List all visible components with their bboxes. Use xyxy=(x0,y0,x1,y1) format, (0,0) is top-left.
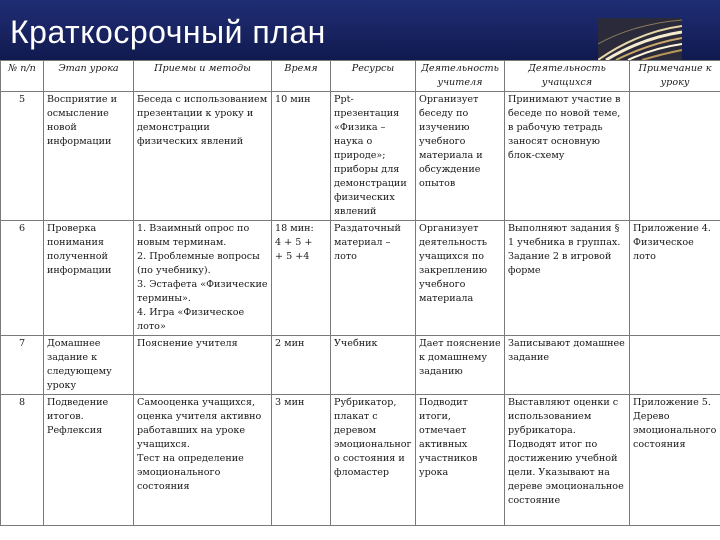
header-time: Время xyxy=(272,61,331,92)
lesson-plan-table xyxy=(0,60,720,526)
cell-student-activity: Выставляют оценки с использованием рубрикатора. Подводят итог по достижению учебной цели. Указывают на дереве эмоциональное состояние xyxy=(505,395,630,526)
decorative-rays-icon xyxy=(598,18,682,60)
cell-resources: Учебник xyxy=(331,336,416,395)
cell-teacher-activity: Организует беседу по изучению учебного материала и обсуждение опытов xyxy=(416,92,505,221)
cell-notes: Приложение 5. Дерево эмоционального состояния xyxy=(630,395,720,526)
header-notes: Примечание к уроку xyxy=(630,61,720,92)
cell-time: 10 мин xyxy=(272,92,331,221)
cell-resources: Ppt-презентация «Физика – наука о природе»; приборы для демонстрации физических явлений xyxy=(331,92,416,221)
cell-stage: Подведение итогов. Рефлексия xyxy=(44,395,134,526)
cell-teacher-activity: Подводит итоги, отмечает активных участников урока xyxy=(416,395,505,526)
cell-methods: Беседа с использованием презентации к уроку и демонстрации физических явлений xyxy=(134,92,272,221)
cell-time: 18 мин: 4 + 5 + + 5 +4 xyxy=(272,221,331,336)
header-student-activity: Деятельность учащихся xyxy=(505,61,630,92)
cell-methods: 1. Взаимный опрос по новым терминам. 2. Проблемные вопросы (по учебнику). 3. Эстафета «Физические термины». 4. Игра «Физическое лото» xyxy=(134,221,272,336)
header-teacher-activity: Деятельность учителя xyxy=(416,61,505,92)
cell-number: 5 xyxy=(1,92,44,221)
header-methods: Приемы и методы xyxy=(134,61,272,92)
cell-time: 3 мин xyxy=(272,395,331,526)
cell-number: 7 xyxy=(1,336,44,395)
table-row xyxy=(1,395,720,526)
cell-resources: Рубрикатор, плакат с деревом эмоционального состояния и фломастер xyxy=(331,395,416,526)
cell-student-activity: Выполняют задания § 1 учебника в группах. Задание 2 в игровой форме xyxy=(505,221,630,336)
cell-stage: Домашнее задание к следующему уроку xyxy=(44,336,134,395)
cell-number: 8 xyxy=(1,395,44,526)
cell-teacher-activity: Организует деятельность учащихся по закреплению учебного материала xyxy=(416,221,505,336)
header-number: № п/п xyxy=(1,61,44,92)
cell-student-activity: Принимают участие в беседе по новой теме, в рабочую тетрадь заносят основную блок-схему xyxy=(505,92,630,221)
cell-stage: Восприятие и осмысление новой информации xyxy=(44,92,134,221)
header-resources: Ресурсы xyxy=(331,61,416,92)
header-stage: Этап урока xyxy=(44,61,134,92)
cell-resources: Раздаточный материал – лото xyxy=(331,221,416,336)
cell-notes xyxy=(630,336,720,395)
slide-title: Краткосрочный план xyxy=(10,14,326,50)
cell-teacher-activity: Дает пояснение к домашнему заданию xyxy=(416,336,505,395)
cell-notes xyxy=(630,92,720,221)
cell-methods: Самооценка учащихся, оценка учителя активно работавших на уроке учащихся. Тест на определение эмоционального состояния xyxy=(134,395,272,526)
title-banner xyxy=(0,0,720,60)
cell-number: 6 xyxy=(1,221,44,336)
table-row xyxy=(1,221,720,336)
table-header-row xyxy=(1,61,720,92)
cell-notes: Приложение 4. Физическое лото xyxy=(630,221,720,336)
cell-student-activity: Записывают домашнее задание xyxy=(505,336,630,395)
cell-stage: Проверка понимания полученной информации xyxy=(44,221,134,336)
cell-time: 2 мин xyxy=(272,336,331,395)
cell-methods: Пояснение учителя xyxy=(134,336,272,395)
table-row xyxy=(1,92,720,221)
table-row xyxy=(1,336,720,395)
